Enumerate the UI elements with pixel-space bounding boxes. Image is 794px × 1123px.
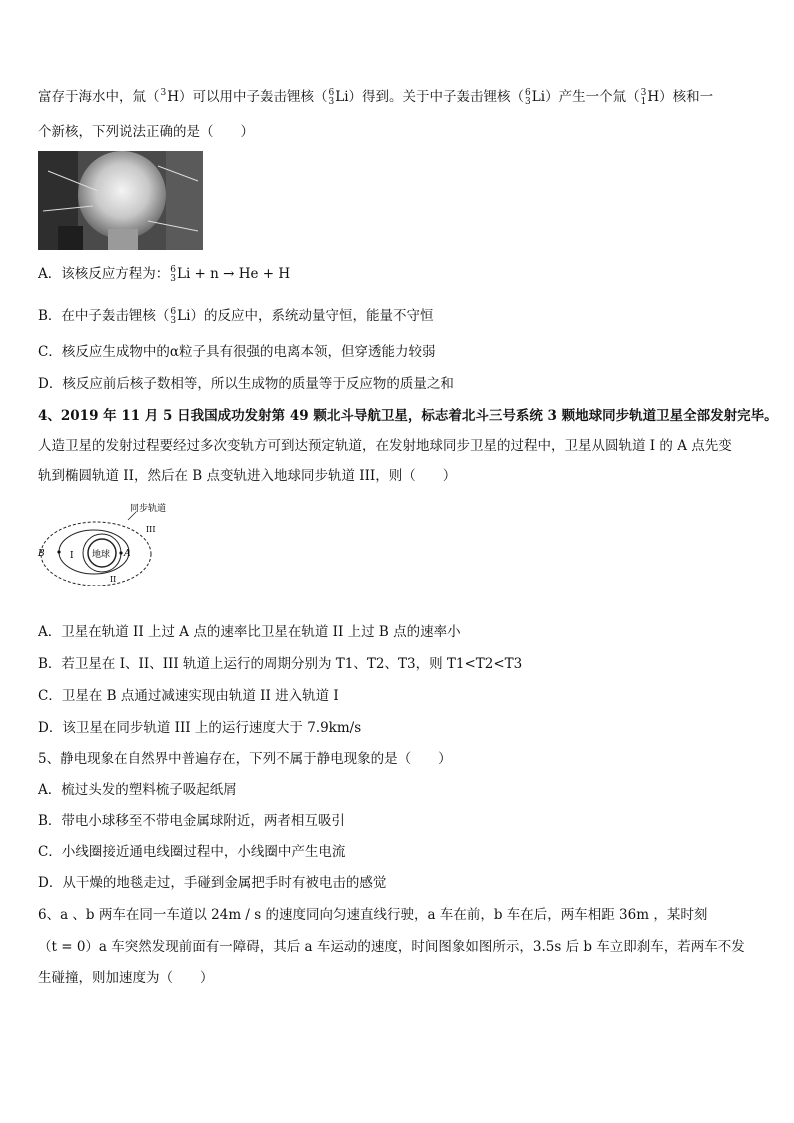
q3-stem-text-a: 富存于海水中，氚（ (38, 89, 160, 105)
q5-option-a: A．梳过头发的塑料梳子吸起纸屑 (38, 782, 237, 798)
lithium-nuclide-index-2: 6 3 (525, 87, 531, 107)
q6-stem-line2: （t = 0）a 车突然发现前面有一障碍，其后 a 车运动的速度，时间图象如图所示，3.5s 后 b 车立即刹车，若两车不发 (38, 939, 745, 955)
label-II: II (110, 575, 117, 584)
q3-stem-line1 (38, 88, 713, 107)
q5-option-d: D．从干燥的地毯走过，手碰到金属把手时有被电击的感觉 (38, 875, 387, 891)
point-B (57, 550, 60, 553)
tritium-nuclide-index-2: 3 1 (640, 87, 647, 107)
q3-stem-line2: 个新核，下列说法正确的是（ ） (38, 124, 254, 140)
q4-stem-line2: 人造卫星的发射过程要经过多次变轨方可到达预定轨道，在发射地球同步卫星的过程中，卫星从圆轨道 I 的 A 点先变 (38, 438, 732, 454)
label-B: B (38, 549, 45, 559)
q3-option-c: C．核反应生成物中的α粒子具有很强的电离本领，但穿透能力较弱 (38, 344, 436, 360)
q3-option-a-label: A．该核反应方程为： (38, 266, 170, 282)
q4-stem-line3: 轨到椭圆轨道 II，然后在 B 点变轨进入地球同步轨道 III，则（ ） (38, 468, 457, 484)
li-index: 6 3 (170, 264, 176, 284)
q3-option-a (38, 265, 290, 284)
lithium-nuclide-index: 6 3 (328, 87, 335, 107)
q3-option-b-text-b: Li）的反应中，系统动量守恒，能量不守恒 (177, 308, 434, 324)
q3-option-d: D．核反应前后核子数相等，所以生成物的质量等于反应物的质量之和 (38, 376, 454, 392)
tritium-nuclide-index: 3 (160, 87, 167, 98)
fusion-plasma-photo (38, 151, 203, 250)
q5-stem: 5、静电现象在自然界中普遍存在，下列不属于静电现象的是（ ） (38, 751, 452, 767)
q3-option-a-equation: Li + n → He + H (176, 266, 291, 282)
q6-stem-line3: 生碰撞，则加速度为（ ） (38, 970, 214, 986)
q3-option-b-text-a: B．在中子轰击锂核（ (38, 308, 170, 324)
q4-option-b: B．若卫星在 I、II、III 轨道上运行的周期分别为 T1、T2、T3，则 T1<T2<T3 (38, 656, 523, 672)
q5-option-b: B．带电小球移至不带电金属球附近，两者相互吸引 (38, 813, 345, 829)
label-sync-orbit: 同步轨道 (130, 504, 167, 514)
q4-option-c: C．卫星在 B 点通过减速实现由轨道 II 进入轨道 I (38, 688, 339, 704)
q3-option-b (38, 307, 433, 326)
label-earth: 地球 (92, 550, 111, 560)
q3-stem-text-d: Li）产生一个氚（ (531, 89, 640, 105)
q3-stem-text-b: H）可以用中子轰击锂核（ (167, 89, 328, 105)
q4-stem-line1: 4、2019 年 11 月 5 日我国成功发射第 49 颗北斗导航卫星，标志着北斗三号系统 3 颗地球同步轨道卫星全部发射完毕。 (38, 408, 778, 424)
label-A: A (124, 549, 131, 559)
q3-stem-text-c: Li）得到。关于中子轰击锂核（ (335, 89, 525, 105)
q6-stem-line1: 6、a 、b 两车在同一车道以 24m / s 的速度同向匀速直线行驶，a 车在前，b 车在后，两车相距 36m ，某时刻 (38, 907, 708, 923)
label-III: III (146, 525, 156, 534)
q3-stem-text-e: H）核和一 (647, 89, 714, 105)
orbit-diagram (36, 502, 176, 586)
q5-option-c: C．小线圈接近通电线圈过程中，小线圈中产生电流 (38, 844, 346, 860)
q4-option-a: A．卫星在轨道 II 上过 A 点的速率比卫星在轨道 II 上过 B 点的速率小 (38, 624, 461, 640)
li-index-b: 6 3 (170, 306, 177, 326)
point-A (119, 551, 122, 554)
q4-option-d: D．该卫星在同步轨道 III 上的运行速度大于 7.9km/s (38, 720, 362, 736)
label-I: I (70, 551, 74, 561)
